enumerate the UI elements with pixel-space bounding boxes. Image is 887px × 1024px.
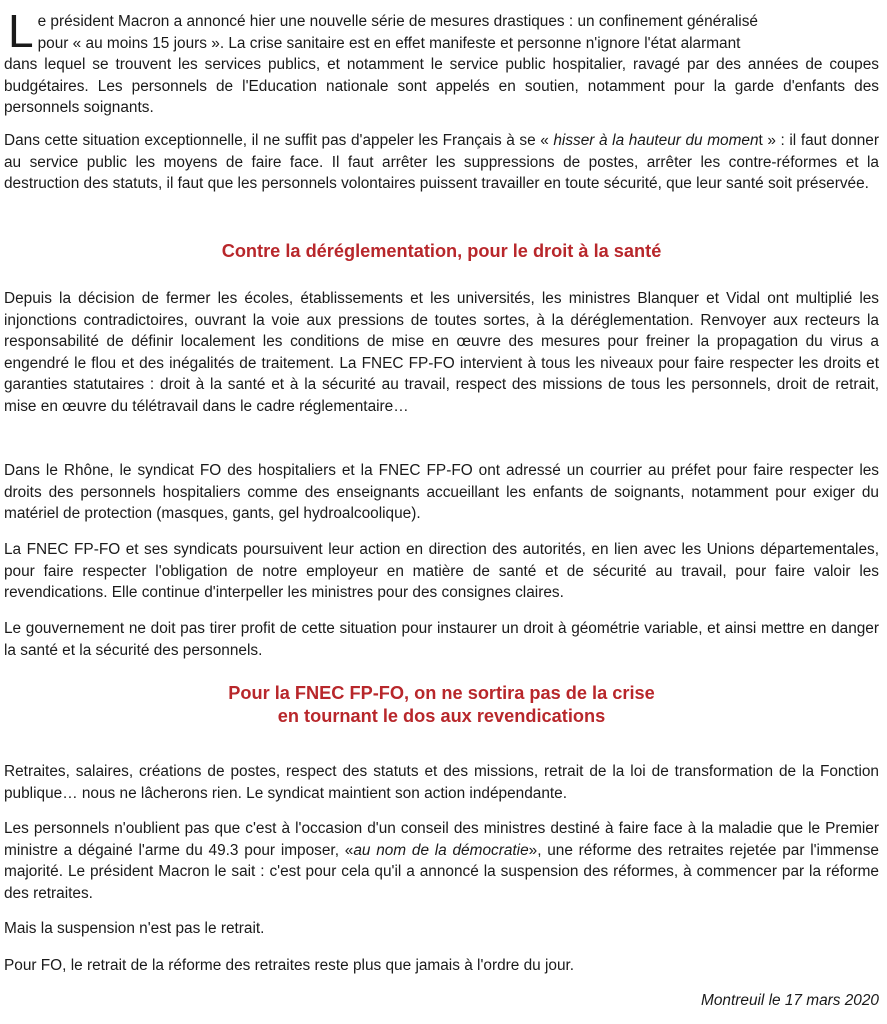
drop-cap: L — [8, 5, 34, 57]
text-run: Les personnels n'oublient pas que c'est à l'occasion d'un conseil des ministres destiné à faire face à la maladie que le Premier ministre a dégainé l'arme du 49.3 pour imposer, « — [4, 820, 879, 859]
paragraph-government: Le gouvernement ne doit pas tirer profit de cette situation pour instaurer un droit à géométrie variable, et ainsi mettre en danger la santé et la sécurité des personnels. — [4, 620, 879, 659]
paragraph-deregulation: Depuis la décision de fermer les écoles, établissements et les universités, les ministres Blanquer et Vidal ont multiplié les injonctions contradictoires, ouvrant la voie aux pressions de toutes sortes, à la déréglementation. Renvoyer aux recteurs la responsabilité de définir localement les conditions de mise en œuvre des mesures pour freiner la propagation du virus a engendré le flou et des inégalités de traitement. La FNEC FP-FO intervient à tous les niveaux pour faire respecter les droits et garanties statutaires : droit à la santé et à la sécurité au travail, respect des missions de tous les personnels, droit de retrait, mise en œuvre du télétravail dans le cadre réglementaire… — [4, 290, 879, 415]
paragraph-demands: Retraites, salaires, créations de postes, respect des statuts et des missions, retrait de la loi de transformation de la Fonction publique… nous ne lâcherons rien. Le syndicat maintient son action indépendante. — [4, 763, 879, 802]
intro-paragraph — [4, 5, 879, 119]
italic-quote: hisser à la hauteur du momen — [553, 132, 759, 149]
section-heading-1: Contre la déréglementation, pour le droit à la santé — [221, 241, 662, 261]
italic-quote: au nom de la démocratie — [353, 841, 529, 859]
intro-line-1: e président Macron a annoncé hier une nouvelle série de mesures drastiques : un confinement généralisé — [37, 13, 758, 30]
intro-rest: dans lequel se trouvent les services publics, et notamment le service public hospitalier, ravagé par des années de coupes budgétaires. Les personnels de l'Education nationale sont appelés en soutien, notamment pour la garde d'enfants des personnels soignants. — [4, 56, 879, 116]
paragraph-conclusion: Pour FO, le retrait de la réforme des retraites reste plus que jamais à l'ordre du jour. — [4, 957, 575, 974]
section-heading-2 — [4, 682, 879, 728]
text-run: Dans cette situation exceptionnelle, il ne suffit pas d'appeler les Français à se « — [4, 132, 554, 149]
paragraph-fnec-action: La FNEC FP-FO et ses syndicats poursuivent leur action en direction des autorités, en lien avec les Unions départementales, pour faire respecter l'obligation de notre employeur en matière de santé et de sécurité au travail, pour faire valoir les revendications. Elle continue d'interpeller les ministres pour des consignes claires. — [4, 541, 879, 601]
paragraph-rhone: Dans le Rhône, le syndicat FO des hospitaliers et la FNEC FP-FO ont adressé un courrier au préfet pour faire respecter les droits des personnels hospitaliers comme des enseignants accueillant les enfants de soignants, notamment pour exiger du matériel de protection (masques, gants, gel hydroalcoolique). — [4, 462, 879, 522]
signature-date: Montreuil le 17 mars 2020 — [701, 992, 879, 1009]
text-run: », une réforme des retraites rejetée par l'immense majorité. Le président Macron le sait : c'est pour cela qu'il a annoncé la suspension des réformes, à commencer par la réforme des retraites. — [4, 841, 879, 902]
paragraph-suspension: Mais la suspension n'est pas le retrait. — [4, 920, 265, 937]
text-run: t » : il faut donner au service public les moyens de faire face. Il faut arrêter les suppressions de postes, arrêter les contre-réformes et la destruction des statuts, il faut que les personnels volontaires puissent travailler en toute sécurité, que leur santé soit préservée. — [4, 132, 879, 192]
paragraph-situation — [4, 130, 879, 195]
paragraph-pensions — [4, 818, 879, 904]
intro-line-2: pour « au moins 15 jours ». La crise sanitaire est en effet manifeste et personne n'ignore l'état alarmant — [37, 34, 741, 52]
heading-line-2: en tournant le dos aux revendications — [277, 706, 606, 726]
heading-line-1: Pour la FNEC FP-FO, on ne sortira pas de la crise — [228, 683, 655, 703]
